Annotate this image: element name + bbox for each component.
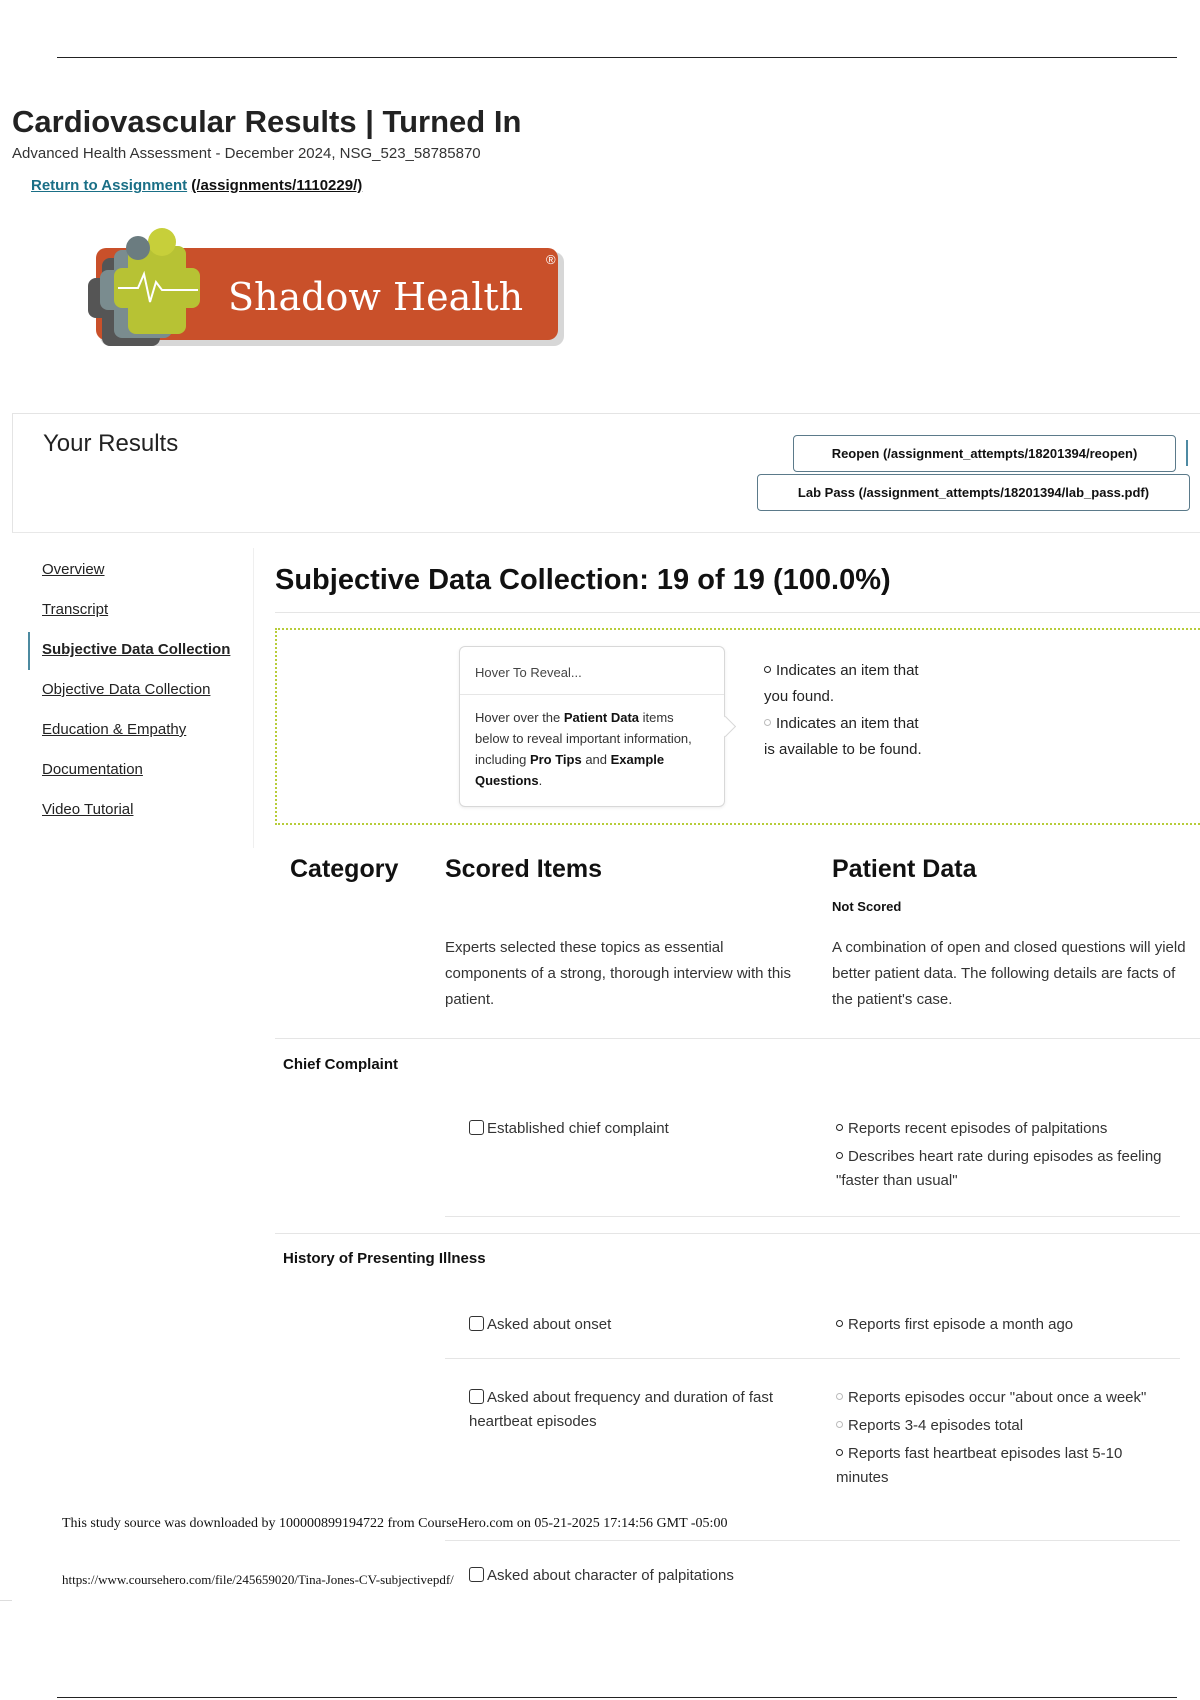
legend-found: Indicates an item that you found. bbox=[764, 662, 919, 705]
return-row bbox=[31, 177, 362, 194]
category-history-of-presenting-illness: History of Presenting Illness bbox=[283, 1250, 486, 1267]
patient-data-item[interactable]: Reports 3-4 episodes total bbox=[836, 1414, 1156, 1438]
sidebar-item-overview[interactable]: Overview bbox=[42, 561, 105, 578]
checkbox[interactable] bbox=[469, 1120, 484, 1135]
checkbox[interactable] bbox=[469, 1567, 484, 1582]
tooltip-heading: Hover To Reveal... bbox=[460, 647, 724, 695]
legend-available: Indicates an item that is available to be found. bbox=[764, 715, 922, 758]
return-to-assignment-link[interactable]: Return to Assignment bbox=[31, 177, 188, 194]
available-dot-icon bbox=[764, 719, 771, 726]
scored-item: Asked about character of palpitations bbox=[469, 1567, 734, 1584]
lab-pass-button[interactable]: Lab Pass (/assignment_attempts/18201394/lab_pass.pdf) bbox=[757, 474, 1190, 511]
bottom-rule bbox=[57, 1697, 1177, 1698]
scored-items-description: Experts selected these topics as essential components of a strong, thorough interview with this patient. bbox=[445, 939, 792, 1008]
checkbox[interactable] bbox=[469, 1389, 484, 1404]
patient-data-item[interactable]: Describes heart rate during episodes as feeling "faster than usual" bbox=[836, 1148, 1162, 1189]
found-dot-icon bbox=[836, 1449, 843, 1456]
table-divider bbox=[275, 1038, 1200, 1039]
patient-data-description: A combination of open and closed questions will yield better patient data. The following details are facts of the patient's case. bbox=[832, 939, 1186, 1008]
results-header-panel bbox=[12, 413, 1200, 533]
svg-text:®: ® bbox=[546, 252, 556, 267]
tooltip-body: Hover over the Patient Data items below to reveal important information, including Pro Tips and Example Questions. bbox=[475, 710, 692, 788]
download-url: https://www.coursehero.com/file/245659020/Tina-Jones-CV-subjectivepdf/ bbox=[62, 1572, 454, 1587]
download-source-notice: This study source was downloaded by 100000899194722 from CourseHero.com on 05-21-2025 17:14:56 GMT -05:00 bbox=[62, 1516, 728, 1531]
patient-data-item[interactable]: Reports fast heartbeat episodes last 5-10 minutes bbox=[836, 1445, 1123, 1486]
available-dot-icon bbox=[836, 1421, 843, 1428]
sidebar-item-subjective-data-collection[interactable]: Subjective Data Collection bbox=[28, 640, 230, 680]
table-divider bbox=[275, 1233, 1200, 1234]
section-divider bbox=[275, 612, 1200, 613]
sidebar-item-documentation[interactable]: Documentation bbox=[42, 761, 143, 778]
scored-item: Asked about onset bbox=[469, 1313, 611, 1337]
scored-item: Asked about frequency and duration of fast heartbeat episodes bbox=[469, 1389, 774, 1430]
not-scored-label: Not Scored bbox=[832, 899, 902, 914]
sidebar-item-objective-data-collection[interactable]: Objective Data Collection bbox=[42, 681, 211, 698]
bottom-gray-bar bbox=[0, 1600, 12, 1601]
patient-data-item[interactable]: Reports recent episodes of palpitations bbox=[836, 1117, 1166, 1141]
patient-data-list bbox=[836, 1117, 1166, 1193]
top-rule bbox=[57, 57, 1177, 58]
shadow-health-logo bbox=[58, 228, 568, 358]
page-title: Cardiovascular Results | Turned In bbox=[12, 104, 522, 139]
found-dot-icon bbox=[764, 666, 771, 673]
figure-icon bbox=[88, 228, 200, 346]
found-dot-icon bbox=[836, 1320, 843, 1327]
return-path[interactable]: (/assignments/1110229/) bbox=[191, 177, 363, 194]
found-dot-icon bbox=[836, 1152, 843, 1159]
row-divider bbox=[445, 1216, 1180, 1217]
checkbox[interactable] bbox=[469, 1316, 484, 1331]
sidebar-divider bbox=[253, 548, 254, 848]
logo-text: Shadow Health bbox=[228, 275, 524, 319]
column-header-patient-data: Patient Data bbox=[832, 855, 977, 883]
legend-box bbox=[275, 628, 1200, 825]
sidebar-item-transcript[interactable]: Transcript bbox=[42, 601, 109, 618]
column-header-scored-items: Scored Items bbox=[445, 855, 603, 883]
patient-data-list bbox=[836, 1386, 1156, 1490]
sidebar-item-video-tutorial[interactable]: Video Tutorial bbox=[42, 801, 134, 818]
found-dot-icon bbox=[836, 1124, 843, 1131]
results-title: Your Results bbox=[43, 430, 179, 457]
course-subtitle: Advanced Health Assessment - December 2024, NSG_523_58785870 bbox=[12, 145, 481, 162]
results-sidebar bbox=[28, 560, 230, 840]
hover-tooltip bbox=[459, 646, 725, 807]
row-divider bbox=[445, 1358, 1180, 1359]
category-chief-complaint: Chief Complaint bbox=[283, 1056, 398, 1073]
patient-data-list bbox=[836, 1313, 1166, 1337]
scored-item: Established chief complaint bbox=[469, 1117, 669, 1141]
available-dot-icon bbox=[836, 1393, 843, 1400]
row-divider bbox=[445, 1540, 1180, 1541]
patient-data-item[interactable]: Reports first episode a month ago bbox=[836, 1313, 1166, 1337]
column-header-category: Category bbox=[290, 855, 399, 883]
section-title: Subjective Data Collection: 19 of 19 (100.0%) bbox=[275, 564, 891, 596]
sidebar-item-education-empathy[interactable]: Education & Empathy bbox=[42, 721, 187, 738]
reopen-button-edge bbox=[1186, 440, 1188, 466]
patient-data-item[interactable]: Reports episodes occur "about once a week" bbox=[836, 1386, 1156, 1410]
reopen-button[interactable]: Reopen (/assignment_attempts/18201394/reopen) bbox=[793, 435, 1176, 472]
